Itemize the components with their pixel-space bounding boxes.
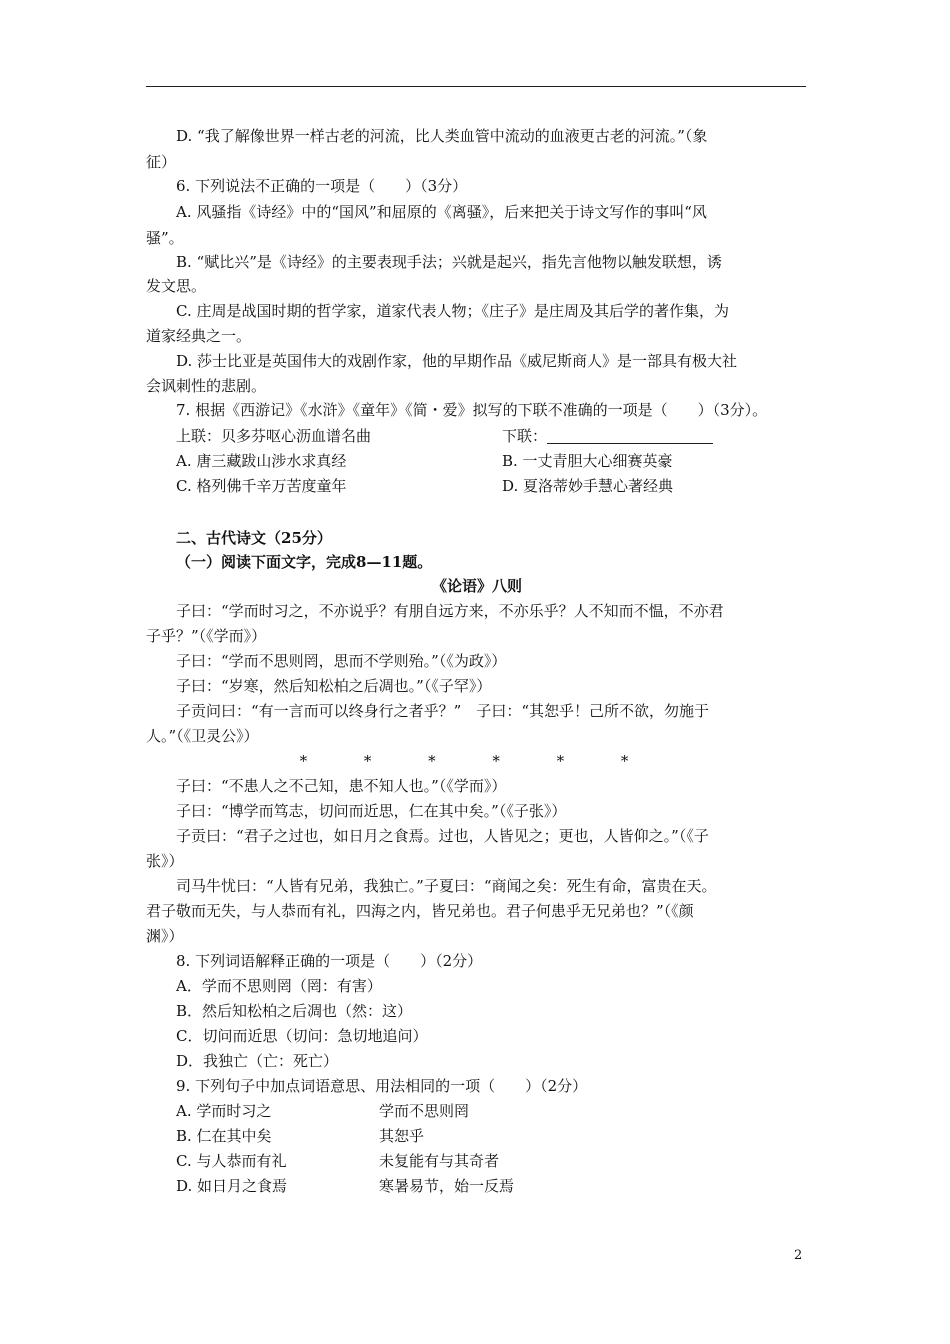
section-subheading: （一）阅读下面文字，完成8—11题。 xyxy=(176,553,433,571)
q9-stem: 9. 下列句子中加点词语意思、用法相同的一项（ ）（2分） xyxy=(176,1077,588,1095)
answer-blank xyxy=(547,429,713,444)
q9-option-d-left: D. 如日月之食焉 xyxy=(176,1177,288,1195)
passage-para-2: 子曰：“学而不思则罔，思而不学则殆。”（《为政》） xyxy=(176,652,507,670)
q9-option-b xyxy=(176,1126,838,1146)
q9-option-a-left: A. 学而时习之 xyxy=(176,1102,272,1120)
passage-para-8-cont-1: 君子敬而无失，与人恭而有礼，四海之内，皆兄弟也。君子何患乎无兄弟也？”（《颜 xyxy=(146,902,694,920)
q9-option-c-left: C. 与人恭而有礼 xyxy=(176,1152,287,1170)
passage-para-1-cont: 子乎？”（《学而》） xyxy=(146,627,267,645)
q7-option-a: A. 唐三藏跋山涉水求真经 xyxy=(176,452,347,470)
q6-option-a: A. 风骚指《诗经》中的“国风”和屈原的《离骚》，后来把关于诗文写作的事叫“风 xyxy=(176,203,707,221)
section-heading: 二、古代诗文（25分） xyxy=(176,529,332,547)
q8-option-b: B．然后知松柏之后凋也（然：这） xyxy=(176,1002,413,1020)
page-number: 2 xyxy=(794,1248,803,1263)
q6-stem: 6. 下列说法不正确的一项是（ ）（3分） xyxy=(176,177,468,195)
section-separator-stars: * * * * * * xyxy=(299,752,655,770)
q5-option-d: D. “我了解像世界一样古老的河流，比人类血管中流动的血液更古老的河流。”（象 xyxy=(176,127,708,145)
passage-title: 《论语》八则 xyxy=(431,577,522,595)
q9-option-c xyxy=(176,1151,838,1171)
q7-options-row-2 xyxy=(176,476,838,496)
passage-para-5: 子曰：“不患人之不己知，患不知人也。”（《学而》） xyxy=(176,777,507,795)
q9-option-b-right: 其恕乎 xyxy=(379,1127,425,1145)
q6-option-a-cont: 骚”。 xyxy=(146,229,184,247)
q8-option-a: A．学而不思则罔（罔：有害） xyxy=(176,977,382,995)
q8-option-c: C．切问而近思（切问：急切地追问） xyxy=(176,1027,428,1045)
q9-option-d-right: 寒暑易节，始一反焉 xyxy=(379,1177,515,1195)
q8-stem: 8. 下列词语解释正确的一项是（ ）（2分） xyxy=(176,952,483,970)
q9-option-a-right: 学而不思则罔 xyxy=(379,1102,470,1120)
q6-option-c: C. 庄周是战国时期的哲学家，道家代表人物；《庄子》是庄周及其后学的著作集，为 xyxy=(176,302,729,320)
q9-option-c-right: 未复能有与其奇者 xyxy=(379,1152,500,1170)
q6-option-b: B. “赋比兴”是《诗经》的主要表现手法；兴就是起兴，指先言他物以触发联想，诱 xyxy=(176,253,722,271)
q9-option-d xyxy=(176,1176,838,1196)
passage-para-1: 子曰：“学而时习之，不亦说乎？有朋自远方来，不亦乐乎？人不知而不愠，不亦君 xyxy=(176,602,724,620)
q9-option-a xyxy=(176,1101,838,1121)
q6-option-d-cont: 会讽刺性的悲剧。 xyxy=(146,377,267,395)
q7-option-c: C. 格列佛千辛万苦度童年 xyxy=(176,477,347,495)
passage-para-4: 子贡问曰：“有一言而可以终身行之者乎？” 子曰：“其恕乎！己所不欲，勿施于 xyxy=(176,702,710,720)
passage-para-8: 司马牛忧曰：“人皆有兄弟，我独亡。”子夏曰：“商闻之矣：死生有命，富贵在天。 xyxy=(176,877,717,895)
q9-option-b-left: B. 仁在其中矣 xyxy=(176,1127,272,1145)
header-rule xyxy=(146,86,806,87)
passage-para-4-cont: 人。”（《卫灵公》） xyxy=(146,727,259,745)
q7-option-d: D. 夏洛蒂妙手慧心著经典 xyxy=(502,477,674,495)
passage-para-6: 子曰：“博学而笃志，切问而近思，仁在其中矣。”（《子张》） xyxy=(176,802,567,820)
q6-option-b-cont: 发文思。 xyxy=(146,277,207,295)
passage-para-8-cont-2: 渊》） xyxy=(146,927,184,945)
q7-options-row-1 xyxy=(176,451,838,471)
q5-option-d-cont: 征） xyxy=(146,153,177,171)
passage-para-3: 子曰：“岁寒，然后知松柏之后凋也。”（《子罕》） xyxy=(176,677,492,695)
q6-option-c-cont: 道家经典之一。 xyxy=(146,327,252,345)
q7-upper-line: 上联：贝多芬呕心沥血谱名曲 xyxy=(176,427,372,445)
q7-lower-line: 下联： xyxy=(502,426,713,446)
q6-option-d: D. 莎士比亚是英国伟大的戏剧作家，他的早期作品《威尼斯商人》是一部具有极大社 xyxy=(176,352,738,370)
q7-stem: 7. 根据《西游记》《水浒》《童年》《简・爱》拟写的下联不准确的一项是（ ）（3分）。 xyxy=(176,401,768,419)
q7-option-b: B. 一丈青胆大心细赛英豪 xyxy=(502,452,673,470)
q8-option-d: D．我独亡（亡：死亡） xyxy=(176,1052,339,1070)
passage-para-7-cont: 张》） xyxy=(146,852,184,870)
q7-couplet-row xyxy=(176,426,838,446)
passage-para-7: 子贡曰：“君子之过也，如日月之食焉。过也，人皆见之；更也，人皆仰之。”（《子 xyxy=(176,827,709,845)
